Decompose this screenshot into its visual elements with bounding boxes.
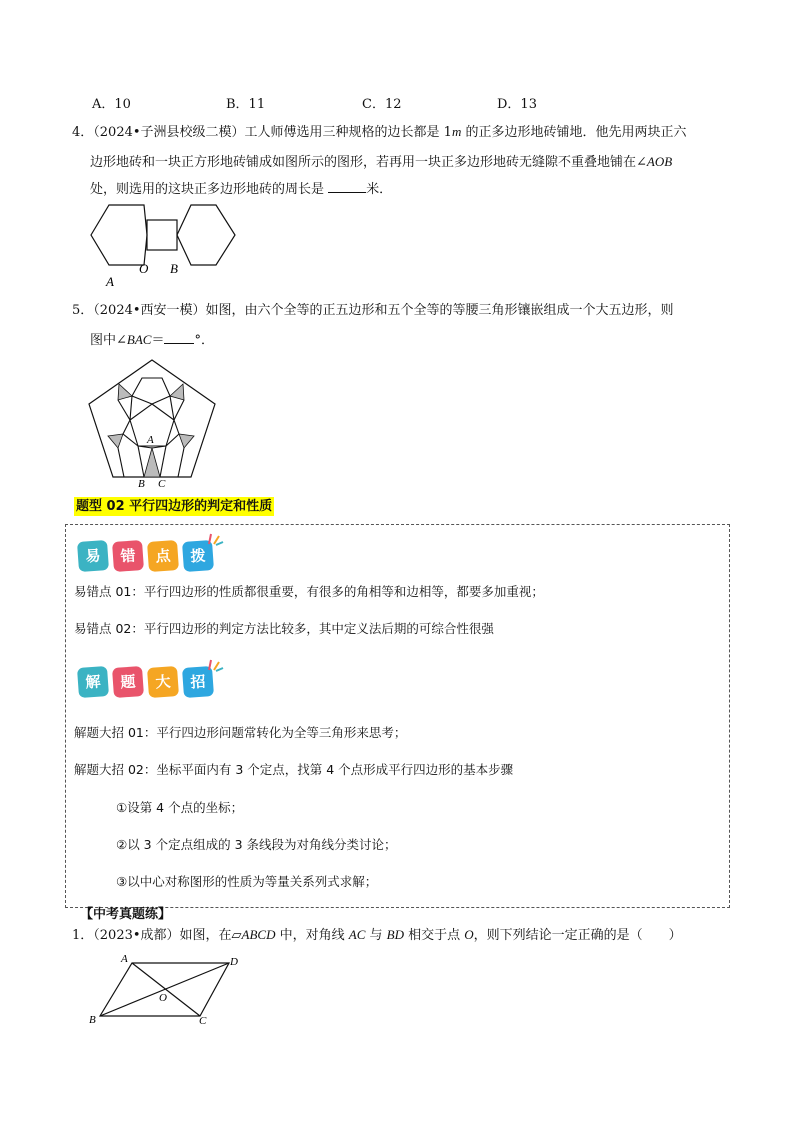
tag-char: 招 bbox=[182, 666, 214, 698]
q5-line2: 图中∠BAC＝ °． bbox=[90, 332, 214, 348]
option-a: A．10 bbox=[92, 97, 131, 112]
practice-heading: 【中考真题练】 bbox=[80, 907, 172, 922]
pentagon-tiling-figure bbox=[88, 356, 218, 488]
step-2: ②以 3 个定点组成的 3 条线段为对角线分类讨论； bbox=[116, 837, 397, 852]
tip-2: 易错点 02：平行四边形的判定方法比较多，其中定义法后期的可综合性很强 bbox=[74, 621, 494, 636]
option-b: B．11 bbox=[226, 97, 266, 112]
answer-blank bbox=[328, 179, 366, 193]
step-3: ③以中心对称图形的性质为等量关系列式求解； bbox=[116, 874, 378, 889]
label-o: O bbox=[139, 261, 149, 276]
answer-blank bbox=[164, 330, 194, 344]
label-c: C bbox=[199, 1015, 207, 1027]
tag-char: 解 bbox=[77, 666, 109, 698]
step-1: ①设第 4 个点的坐标； bbox=[116, 800, 244, 815]
label-a: A bbox=[121, 953, 128, 965]
trick-1: 解题大招 01：平行四边形问题常转化为全等三角形来思考； bbox=[74, 725, 407, 740]
q4-line3: 处，则选用的这块正多边形地砖的周长是 米． bbox=[90, 179, 392, 199]
option-c: C．12 bbox=[362, 97, 402, 112]
q5-line1: 5．（2024•西安一模）如图，由六个全等的正五边形和五个全等的等腰三角形镶嵌组成一个大五边形，则 bbox=[72, 303, 674, 318]
tag-char: 题 bbox=[112, 666, 144, 698]
hexagon-square-figure bbox=[86, 200, 246, 292]
tag-char: 拨 bbox=[182, 540, 214, 572]
zk-q1: 1．（2023•成都）如图，在▱ABCD 中，对角线 AC 与 BD 相交于点 O，则下列结论一定正确的是（ ） bbox=[72, 927, 682, 943]
label-c: C bbox=[158, 478, 166, 488]
tag-jietidazhao bbox=[78, 658, 228, 700]
q4-line2: 边形地砖和一块正方形地砖铺成如图所示的图形，若再用一块正多边形地砖无缝隙不重叠地铺在∠AOB bbox=[90, 154, 673, 170]
label-b: B bbox=[138, 478, 145, 488]
tip-1: 易错点 01：平行四边形的性质都很重要，有很多的角相等和边相等，都要多加重视； bbox=[74, 584, 544, 599]
tag-char: 大 bbox=[147, 666, 179, 698]
label-a: A bbox=[106, 274, 114, 289]
tag-char: 错 bbox=[112, 540, 144, 572]
option-d: D．13 bbox=[497, 97, 537, 112]
sparkle-icon bbox=[206, 532, 224, 546]
tag-char: 点 bbox=[147, 540, 179, 572]
sparkle-icon bbox=[206, 658, 224, 672]
label-d: D bbox=[230, 956, 238, 968]
label-b: B bbox=[170, 261, 178, 276]
section-title: 题型 02 平行四边形的判定和性质 bbox=[76, 499, 273, 514]
label-o: O bbox=[159, 992, 167, 1004]
tag-char: 易 bbox=[77, 540, 109, 572]
label-b: B bbox=[89, 1014, 96, 1026]
parallelogram-figure bbox=[86, 950, 246, 1028]
tag-yicuodianbo bbox=[78, 532, 228, 574]
q4-line1: 4．（2024•子洲县校级二模）工人师傅选用三种规格的边长都是 1m 的正多边形地砖铺地．他先用两块正六 bbox=[72, 124, 687, 140]
trick-2: 解题大招 02：坐标平面内有 3 个定点，找第 4 个点形成平行四边形的基本步骤 bbox=[74, 762, 514, 777]
label-a: A bbox=[147, 434, 154, 446]
